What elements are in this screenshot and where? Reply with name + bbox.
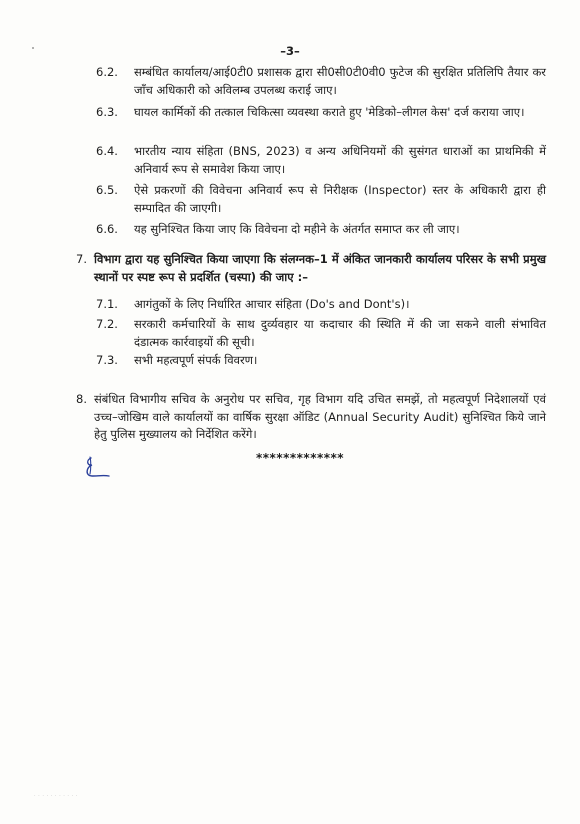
item-text: संबंधित विभागीय सचिव के अनुरोध पर सचिव, गृह विभाग यदि उचित समझें, तो महत्वपूर्ण निदेशालयों एवं उच्च–जोखिम वाले कार्यालयों का वार्षिक सुरक्षा ऑडिट (Annual Security Audit) सुनिश्चित किये जाने हेतु पुलिस मुख्यालय को निर्देशित करेंगे। xyxy=(94,392,546,441)
item-number: 6.5. xyxy=(96,183,118,197)
item-text: सरकारी कर्मचारियों के साथ दुर्व्यवहार या कदाचार की स्थिति में की जा सकने वाली संभावित दंडात्मक कार्रवाइयों की सूची। xyxy=(134,317,546,349)
item-number: 7.3. xyxy=(96,353,118,367)
item-number: 7.2. xyxy=(96,317,118,331)
list-item-7-1 xyxy=(96,296,546,314)
list-item-7-3 xyxy=(96,352,546,370)
item-text: सभी महत्वपूर्ण संपर्क विवरण। xyxy=(134,353,258,367)
list-item-6-4 xyxy=(96,143,546,178)
list-item-7-2 xyxy=(96,316,546,351)
item-text: घायल कार्मिकों की तत्काल चिकित्सा व्यवस्था कराते हुए 'मेडिको–लीगल केस' दर्ज कराया जाए। xyxy=(134,105,525,119)
section-8 xyxy=(78,391,546,444)
item-number: 8. xyxy=(76,392,87,406)
item-text: सम्बंधित कार्यालय/आई0टी0 प्रशासक द्वारा सी0सी0टी0वी0 फुटेज की सुरक्षित प्रतिलिपि तैयार कर जाँच अधिकारी को अविलम्ब उपलब्ध कराई जाए। xyxy=(134,65,546,97)
list-item-6-3 xyxy=(96,104,546,122)
list-item-6-2 xyxy=(96,64,546,99)
item-text: ऐसे प्रकरणों की विवेचना अनिवार्य रूप से निरीक्षक (Inspector) स्तर के अधिकारी द्वारा ही सम्पादित की जाएगी। xyxy=(134,183,546,215)
closing-stars: ************* xyxy=(256,451,345,465)
item-number: 6.2. xyxy=(96,65,118,79)
item-number: 7.1. xyxy=(96,297,118,311)
item-text: आगंतुकों के लिए निर्धारित आचार संहिता (Do's and Dont's)। xyxy=(134,297,410,311)
item-number: 6.6. xyxy=(96,222,118,236)
item-number: 6.4. xyxy=(96,144,118,158)
item-text: विभाग द्वारा यह सुनिश्चित किया जाएगा कि संलग्नक–1 में अंकित जानकारी कार्यालय परिसर के सभी प्रमुख स्थानों पर स्पष्ट रूप से प्रदर्शित (चस्पा) की जाए :– xyxy=(94,252,546,284)
item-number: 7. xyxy=(76,252,87,266)
item-text: यह सुनिश्चित किया जाए कि विवेचना दो महीने के अंतर्गत समाप्त कर ली जाए। xyxy=(134,222,460,236)
list-item-6-6 xyxy=(96,221,546,239)
section-7 xyxy=(78,251,546,286)
scan-footer-mark: · · · · · · · · · · · xyxy=(34,793,78,799)
item-number: 6.3. xyxy=(96,105,118,119)
list-item-6-5 xyxy=(96,182,546,217)
handwritten-signature xyxy=(82,454,112,484)
item-text: भारतीय न्याय संहिता (BNS, 2023) व अन्य अधिनियमों की सुसंगत धाराओं का प्राथमिकी में अनिवार्य रूप से समावेश किया जाए। xyxy=(134,144,546,176)
page-number: –3– xyxy=(280,44,300,58)
